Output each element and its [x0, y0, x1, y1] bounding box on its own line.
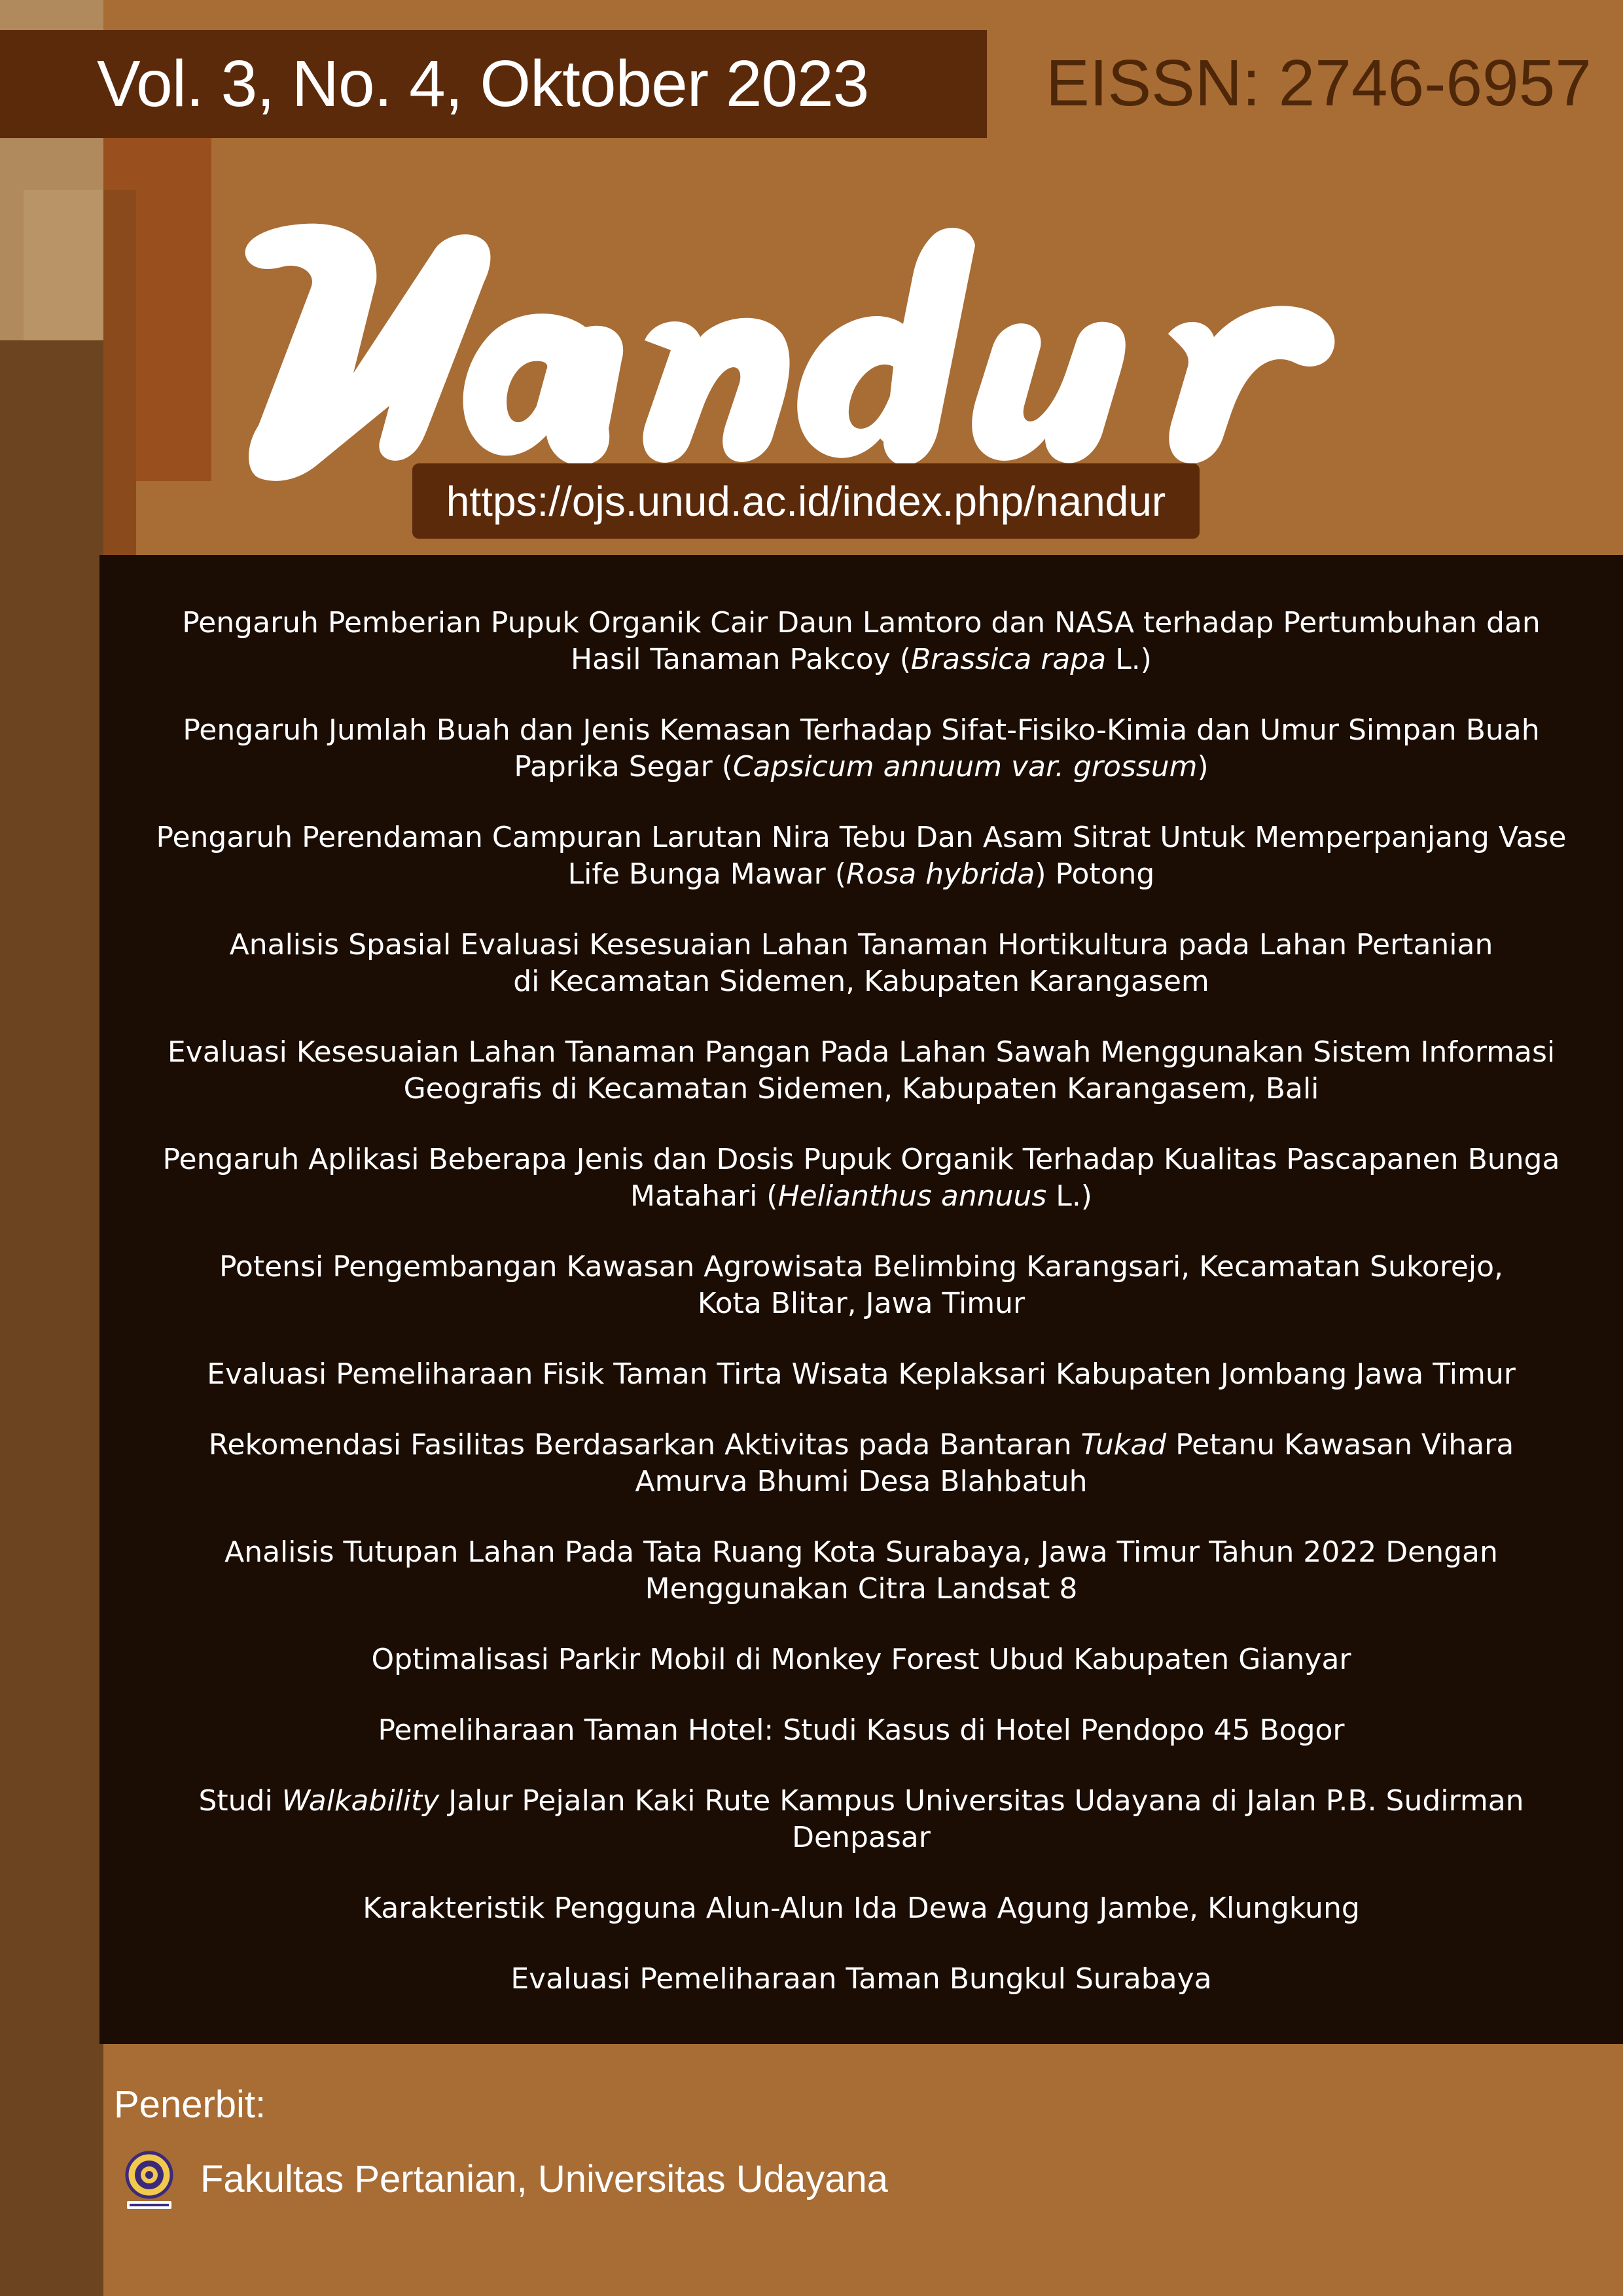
article-title-text: Matahari (	[630, 1179, 778, 1213]
article-title-text: Evaluasi Pemeliharaan Taman Bungkul Surabaya	[510, 1962, 1212, 1996]
publisher-name: Fakultas Pertanian, Universitas Udayana	[200, 2158, 888, 2200]
article-title-text: Pengaruh Perendaman Campuran Larutan Nira Tebu Dan Asam Sitrat Untuk Memperpanjang Vase	[156, 821, 1567, 854]
article-title-text: L.)	[1106, 643, 1152, 676]
article-title-text: Menggunakan Citra Landsat 8	[645, 1572, 1078, 1605]
article-title-text: ) Potong	[1035, 857, 1155, 891]
article-title-italic: Brassica rapa	[910, 643, 1107, 676]
article-title	[145, 1961, 1578, 1998]
article-title-text: Life Bunga Mawar (	[567, 857, 846, 891]
article-title	[145, 1034, 1578, 1107]
article-title	[145, 1783, 1578, 1856]
article-title-italic: Walkability	[281, 1784, 440, 1818]
article-title-text: Pengaruh Aplikasi Beberapa Jenis dan Dosis Pupuk Organik Terhadap Kualitas Pascapanen Bunga	[162, 1143, 1560, 1176]
article-title-text: Analisis Spasial Evaluasi Kesesuaian Lahan Tanaman Hortikultura pada Lahan Pertanian	[229, 928, 1493, 961]
article-title-text: Studi	[198, 1784, 282, 1818]
volume-issue: Vol. 3, No. 4, Oktober 2023	[97, 47, 869, 120]
article-title-text: Optimalisasi Parkir Mobil di Monkey Forest Ubud Kabupaten Gianyar	[371, 1643, 1351, 1676]
eissn: EISSN: 2746-6957	[1046, 46, 1592, 120]
article-title-text: Analisis Tutupan Lahan Pada Tata Ruang Kota Surabaya, Jawa Timur Tahun 2022 Dengan	[224, 1535, 1498, 1569]
article-title-text: Hasil Tanaman Pakcoy (	[571, 643, 911, 676]
article-title-text: Karakteristik Pengguna Alun-Alun Ida Dewa Agung Jambe, Klungkung	[363, 1892, 1360, 1925]
article-title-text: Kota Blitar, Jawa Timur	[697, 1287, 1026, 1320]
article-title-text: di Kecamatan Sidemen, Kabupaten Karangasem	[513, 965, 1209, 998]
volume-banner	[0, 30, 987, 138]
article-title-text: Pemeliharaan Taman Hotel: Studi Kasus di Hotel Pendopo 45 Bogor	[378, 1713, 1345, 1747]
journal-url[interactable]: https://ojs.unud.ac.id/index.php/nandur	[412, 463, 1200, 539]
article-title	[145, 1427, 1578, 1500]
article-title-text: Evaluasi Pemeliharaan Fisik Taman Tirta Wisata Keplaksari Kabupaten Jombang Jawa Timur	[207, 1357, 1516, 1391]
article-title-italic: Rosa hybrida	[846, 857, 1035, 891]
article-title-text: Evaluasi Kesesuaian Lahan Tanaman Pangan Pada Lahan Sawah Menggunakan Sistem Informasi	[167, 1035, 1556, 1069]
article-title-text: Jalur Pejalan Kaki Rute Kampus Universitas Udayana di Jalan P.B. Sudirman	[439, 1784, 1524, 1818]
article-title-italic: Tukad	[1080, 1428, 1167, 1462]
article-title	[145, 1249, 1578, 1322]
article-title-text: Rekomendasi Fasilitas Berdasarkan Aktivitas pada Bantaran	[208, 1428, 1081, 1462]
article-title-italic: Capsicum annuum var. grossum	[732, 750, 1198, 783]
left-brown-strip	[0, 0, 103, 2296]
article-title-text: Pengaruh Jumlah Buah dan Jenis Kemasan Terhadap Sifat-Fisiko-Kimia dan Umur Simpan Buah	[183, 713, 1540, 747]
article-title-italic: Helianthus annuus	[777, 1179, 1047, 1213]
table-of-contents	[99, 555, 1623, 2044]
article-title	[145, 1141, 1578, 1215]
article-title-text: Denpasar	[792, 1821, 931, 1854]
article-title-text: L.)	[1046, 1179, 1092, 1213]
article-title	[145, 1890, 1578, 1927]
article-title-text: Paprika Segar (	[514, 750, 733, 783]
article-title	[145, 1534, 1578, 1607]
journal-logo	[219, 209, 1391, 484]
article-title-text: Amurva Bhumi Desa Blahbatuh	[635, 1465, 1088, 1498]
article-title-text: Potensi Pengembangan Kawasan Agrowisata Belimbing Karangsari, Kecamatan Sukorejo,	[219, 1250, 1504, 1283]
article-title	[145, 712, 1578, 785]
article-title-text: Geografis di Kecamatan Sidemen, Kabupaten Karangasem, Bali	[403, 1072, 1319, 1105]
article-title-text: Pengaruh Pemberian Pupuk Organik Cair Daun Lamtoro dan NASA terhadap Pertumbuhan dan	[182, 606, 1541, 639]
article-title	[145, 819, 1578, 893]
university-seal-icon	[120, 2149, 178, 2212]
article-title	[145, 1712, 1578, 1749]
article-title	[145, 1641, 1578, 1678]
publisher-label: Penerbit:	[114, 2083, 266, 2126]
article-title-text: )	[1197, 750, 1209, 783]
article-title-text: Petanu Kawasan Vihara	[1166, 1428, 1514, 1462]
article-title	[145, 1356, 1578, 1393]
orange-accent-block-lower	[103, 190, 136, 556]
article-title	[145, 927, 1578, 1000]
article-title	[145, 605, 1578, 678]
